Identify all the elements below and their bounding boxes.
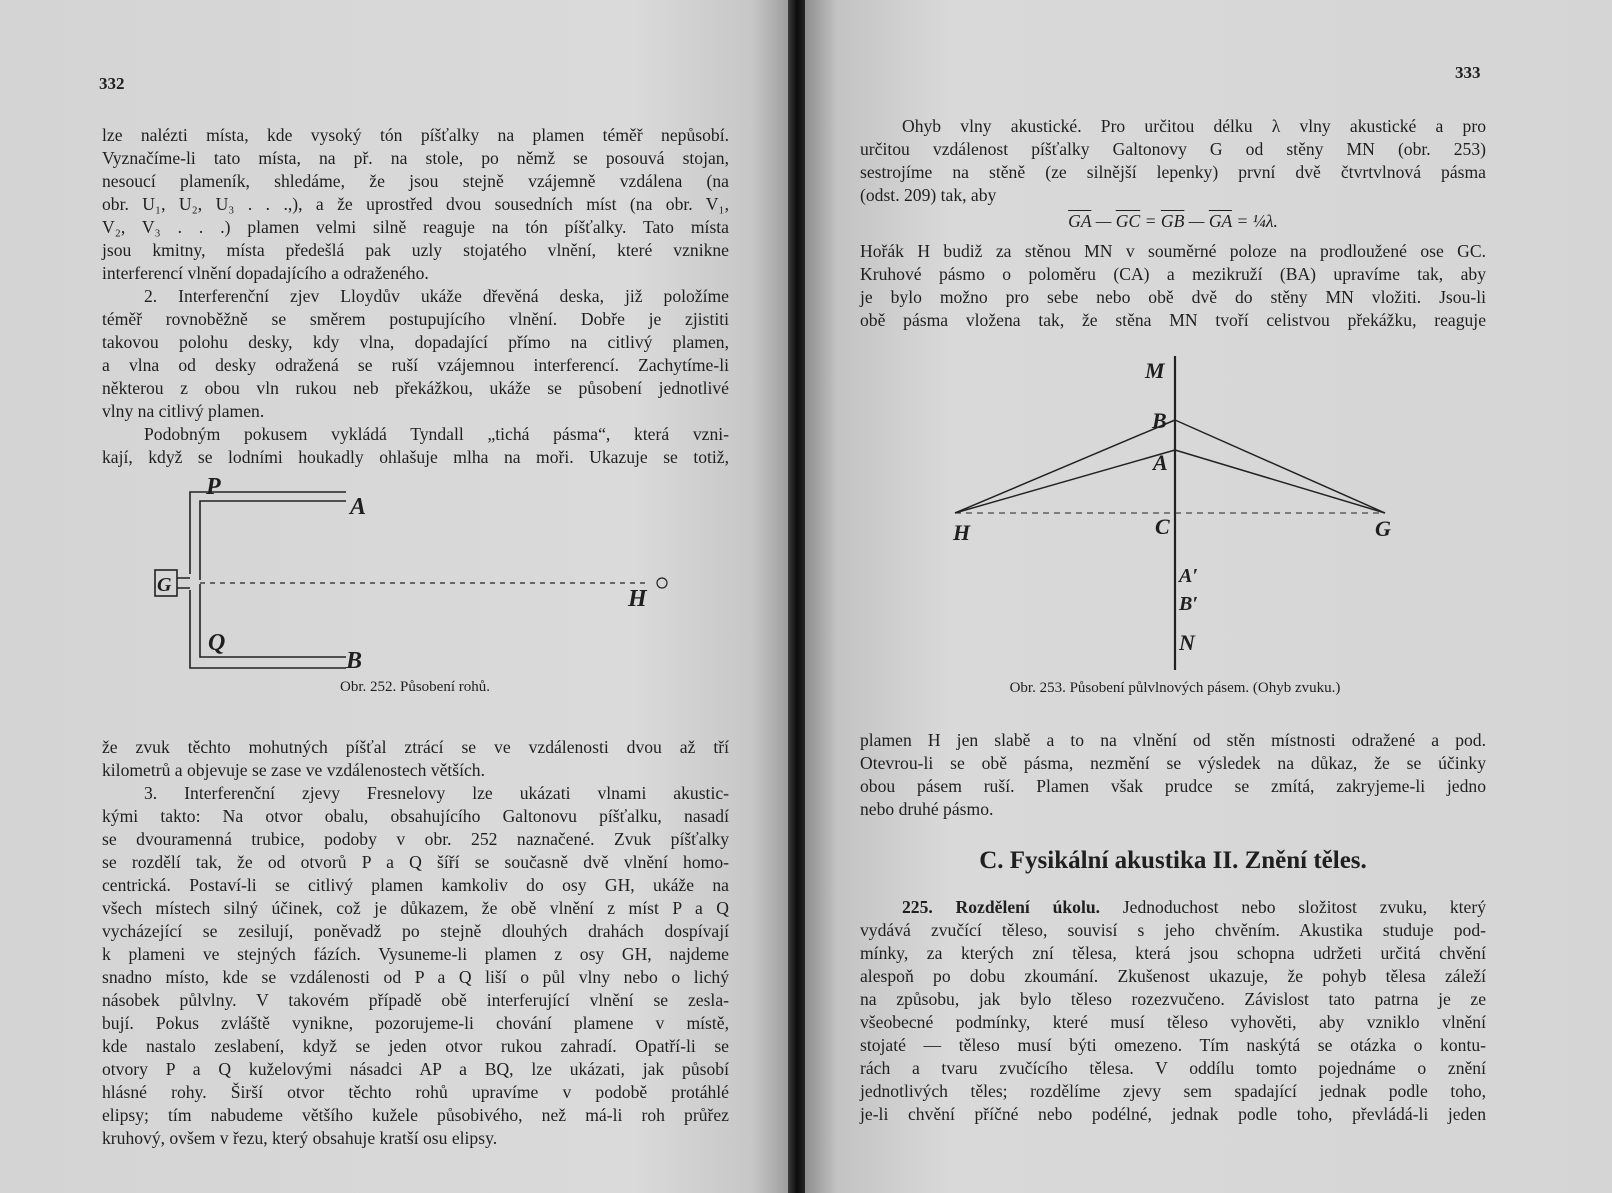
text-line: a vlna od desky odražená se ruší vzájemnou interferencí. Zachytíme-li <box>102 355 729 375</box>
text-line: obr. U₁, U₂, U₃ . . .,), a že uprostřed dvou sousedních míst (na obr. V₁, <box>102 194 729 214</box>
text-line: některou z obou vln rukou neb překážkou, ukáže se působení jednotlivé <box>102 378 729 398</box>
text-line: mínky, za kterých zní tělesa, která jsou schopna udržeti určitá chvění <box>860 943 1486 963</box>
paragraph-1 <box>102 124 729 285</box>
text-line: 2. Interferenční zjev Lloydův ukáže dřevěná deska, již položíme <box>144 286 729 306</box>
right-text-middle <box>860 729 1486 821</box>
text-line: 3. Interferenční zjevy Fresnelovy lze ukázati vlnami akustic- <box>144 783 729 803</box>
label-m: M <box>1145 358 1165 383</box>
text-line: obou pásem ruší. Plamen však prudce se zmítá, zakryjeme-li jedno <box>860 776 1486 796</box>
text-line: otvory P a Q kuželovými násadci AP a BQ, lze ukázati, jak působí <box>102 1059 729 1079</box>
text-line: je-li chvění příčné nebo podélné, jednak podle toho, převládá-li jeden <box>860 1104 1486 1124</box>
text-line: kilometrů a objevuje se zase ve vzdálenostech větších. <box>102 760 486 780</box>
paragraph-4 <box>102 736 729 782</box>
text-line: téměř rovnoběžně se směrem postupujícího vlnění. Dobře je zjistiti <box>102 309 729 329</box>
text-line: V₂, V₃ . . .) plamen velmi silně reaguje na tón píšťalky. Tato místa <box>102 217 729 237</box>
text-line <box>860 896 1486 919</box>
text-line: nebo druhé pásmo. <box>860 799 994 819</box>
text-run: Jednoduchost nebo složitost zvuku, který <box>1100 897 1486 917</box>
text-line: kými takto: Na otvor obalu, obsahujícího Galtonovu píšťalku, nasadí <box>102 806 729 826</box>
text-line: obě pásma vložena tak, že stěna MN tvoří celistvou překážku, reaguje <box>860 310 1486 330</box>
section-heading: C. Fysikální akustika II. Znění těles. <box>979 847 1367 874</box>
formula-term-gb: $\overline{GB}$ <box>1160 211 1185 231</box>
formula <box>860 210 1486 233</box>
text-line: Ohyb vlny akustické. Pro určitou délku λ vlny akustické a pro <box>902 116 1486 136</box>
ray-h-b <box>955 420 1175 513</box>
left-page <box>0 0 792 1193</box>
caption-253: Obr. 253. Působení půlvlnových pásem. (Ohyb zvuku.) <box>1009 680 1341 696</box>
label-g: G <box>157 574 172 596</box>
whistle-connector <box>177 578 190 588</box>
text-line: Otevrou-li se obě pásma, nezmění se výsledek na důkaz, že se účinky <box>860 753 1486 773</box>
formula-rhs: = ¼λ. <box>1236 211 1278 231</box>
formula-minus: — <box>1188 211 1205 231</box>
section-225-title: 225. Rozdělení úkolu. <box>902 897 1101 917</box>
caption-252: Obr. 252. Působení rohů. <box>340 679 490 695</box>
text-line: vydává zvučící těleso, souvisí s jeho chvěním. Akustika studuje pod- <box>860 920 1486 940</box>
left-text-bottom <box>102 736 729 1150</box>
horn-upper-outer <box>190 492 346 574</box>
text-line: rách a tvaru zvučícího tělesa. V oddílu tomto pojednáme o znění <box>860 1058 1486 1078</box>
text-line: na způsobu, jak bylo těleso rozezvučeno. Závislost tato patrna je ze <box>860 989 1486 1009</box>
label-a-prime: A′ <box>1179 565 1198 587</box>
page-number-right: 333 <box>1455 63 1481 82</box>
left-text-top <box>102 124 729 469</box>
text-line: všech místech silný účinek, což je důkazem, že obě vlnění z míst P a Q <box>102 898 729 918</box>
right-text-top <box>860 115 1486 332</box>
label-n: N <box>1179 630 1195 655</box>
text-line: vycházející se zesilují, poněvadž po stejně dlouhých drahách dospívají <box>102 921 729 941</box>
label-b: B <box>346 648 363 674</box>
label-g: G <box>1375 516 1391 541</box>
paragraph-5 <box>102 782 729 1150</box>
text-line: sestrojíme na stěně (ze silnější lepenky) první dvě čtvrtvlnová pásma <box>860 162 1486 182</box>
paragraph-3 <box>102 423 729 469</box>
text-line: jsou kmitny, místa předešlá pak uzly stojatého vlnění, které vznikne <box>102 240 729 260</box>
label-q: Q <box>208 630 226 656</box>
flame-h <box>657 578 667 588</box>
text-line: hlásné rohy. Širší otvor těchto rohů upravíme v podobě protáhlé <box>102 1082 729 1102</box>
formula-term-gc: $\overline{GC}$ <box>1115 211 1141 231</box>
text-line: elipsy; tím nabudeme většího kužele působivého, než má-li roh průřez <box>102 1105 729 1125</box>
text-line: (odst. 209) tak, aby <box>860 185 997 205</box>
ray-a-g <box>1175 450 1385 513</box>
text-line: Podobným pokusem vykládá Tyndall „tichá pásma“, která vzni- <box>144 424 729 444</box>
text-line: nesoucí plameník, shledáme, že jsou stejně vzájemně vzdálena (na <box>102 171 729 191</box>
text-line: lze nalézti místa, kde vysoký tón píšťalky na plamen téměř nepůsobí. <box>102 125 729 145</box>
text-line: vlny na citlivý plamen. <box>102 401 265 421</box>
text-line: se dvouramenná trubice, podoby v obr. 252 naznačené. Zvuk píšťalky <box>102 829 729 849</box>
text-line: kde nastalo zeslabení, když se jeden otvor rukou zahradí. Opatří-li se <box>102 1036 729 1056</box>
label-b: B <box>1152 408 1167 433</box>
horn-upper-inner <box>200 501 346 580</box>
right-page <box>805 0 1612 1193</box>
paragraph-4 <box>860 896 1486 1126</box>
paragraph-3 <box>860 729 1486 821</box>
page-number-left: 332 <box>99 74 125 93</box>
formula-term-ga: $\overline{GA}$ <box>1068 211 1092 231</box>
text-line: stojaté — těleso musí býti omezeno. Tím naskýtá se otázka o kontu- <box>860 1035 1486 1055</box>
text-line: centrická. Postaví-li se citlivý plamen kamkoliv do osy GH, ukáže na <box>102 875 729 895</box>
formula-equals: = <box>1144 211 1157 231</box>
text-line: Vyznačíme-li tato místa, na př. na stole, po němž se posouvá stojan, <box>102 148 729 168</box>
text-line: všeobecné podmínky, které musí těleso vyhověti, aby vzniklo vlnění <box>860 1012 1486 1032</box>
label-c: C <box>1155 514 1170 539</box>
label-a: A <box>350 494 367 520</box>
text-line: kají, když se lodními houkadly ohlašuje mlha na moři. Ukazuje se totiž, <box>102 447 729 467</box>
text-line: takovou polohu desky, kdy vlna, dopadající přímo na citlivý plamen, <box>102 332 729 352</box>
text-line: interferencí vlnění dopadajícího a odraženého. <box>102 263 429 283</box>
label-h: H <box>628 586 647 612</box>
figure-253 <box>935 350 1415 680</box>
paragraph-1 <box>860 115 1486 207</box>
text-line: plamen H jen slabě a to na vlnění od stěn místnosti odražené a pod. <box>860 730 1486 750</box>
text-line: že zvuk těchto mohutných píšťal ztrácí se ve vzdálenosti dvou až tří <box>102 737 729 757</box>
text-line: snadno místo, kde se vzdálenosti od P a Q liší o půl vlny nebo o lichý <box>102 967 729 987</box>
ray-h-a <box>955 450 1175 513</box>
label-h: H <box>953 520 971 545</box>
label-p: P <box>206 474 221 500</box>
text-line: Hořák H budiž za stěnou MN v souměrné poloze na prodloužené ose GC. <box>860 241 1486 261</box>
text-line: k plameni ve stejných fázích. Vysuneme-li plamen z osy GH, najdeme <box>102 944 729 964</box>
paragraph-2 <box>860 240 1486 332</box>
text-line: násobek půlvlny. V takovém případě obě interferující vlnění se zesla- <box>102 990 729 1010</box>
ray-b-g <box>1175 420 1385 513</box>
text-line: Kruhové pásmo o poloměru (CA) a mezikruží (BA) upravíme tak, aby <box>860 264 1486 284</box>
text-line: bují. Pokus zvláště vynikne, pozorujeme-li chování plamene v místě, <box>102 1013 729 1033</box>
text-line: kruhový, ovšem v řezu, který obsahuje kratší osu elipsy. <box>102 1128 498 1148</box>
text-line: je bylo možno pro sebe nebo obě dvě do stěny MN vložiti. Jsou-li <box>860 287 1486 307</box>
text-line: se rozdělí tak, že od otvorů P a Q šíří se současně dvě vlnění homo- <box>102 852 729 872</box>
right-text-bottom <box>860 896 1486 1126</box>
text-line: určitou vzdálenost píšťalky Galtonovy G od stěny MN (obr. 253) <box>860 139 1486 159</box>
text-line: alespoň po dobu zkoumání. Zkušenost ukazuje, že pohyb tělesa záleží <box>860 966 1486 986</box>
formula-minus: — <box>1095 211 1112 231</box>
label-b-prime: B′ <box>1179 593 1198 615</box>
formula-term-ga2: $\overline{GA}$ <box>1208 211 1232 231</box>
text-line: jednotlivých těles; rozdělíme zjevy sem spadající jednak podle toho, <box>860 1081 1486 1101</box>
figure-252 <box>140 470 700 680</box>
label-a: A <box>1153 450 1168 475</box>
paragraph-2 <box>102 285 729 423</box>
